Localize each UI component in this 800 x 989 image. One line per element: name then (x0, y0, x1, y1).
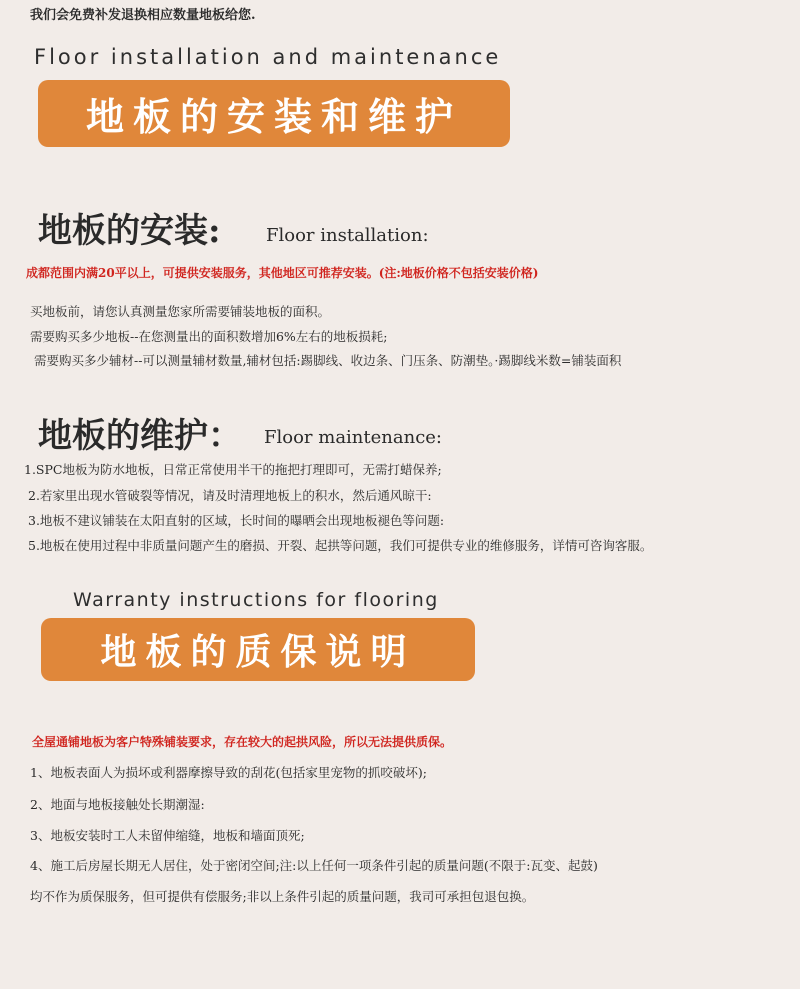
maintenance-line: 2.若家里出现水管破裂等情况，请及时清理地板上的积水，然后通风晾干: (28, 488, 432, 503)
install-heading-en: Floor installation: (266, 225, 429, 246)
maintenance-line: 3.地板不建议铺装在太阳直射的区域，长时间的曝晒会出现地板褪色等问题: (28, 513, 445, 528)
section-banner-warranty (41, 618, 475, 681)
section-title-en: Floor installation and maintenance (34, 45, 502, 69)
warranty-line: 均不作为质保服务，但可提供有偿服务;非以上条件引起的质量问题，我司可承担包退包换。 (30, 889, 535, 904)
maintenance-line: 5.地板在使用过程中非质量问题产生的磨损、开裂、起拱等问题，我们可提供专业的维修服务，详情可咨询客服。 (28, 538, 653, 553)
install-line: 需要购买多少辅材--可以测量辅材数量,辅材包括:踢脚线、收边条、门压条、防潮垫。·踢脚线米数=铺装面积 (34, 353, 622, 368)
warranty-title-en: Warranty instructions for flooring (73, 589, 439, 611)
warranty-line: 4、施工后房屋长期无人居住，处于密闭空间;注:以上任何一项条件引起的质量问题(不限于:瓦变、起鼓) (30, 858, 598, 873)
warranty-line: 2、地面与地板接触处长期潮湿: (30, 797, 205, 812)
install-line: 需要购买多少地板--在您测量出的面积数增加6%左右的地板损耗; (30, 329, 388, 344)
banner-label: 地板的安装和维护 (85, 95, 462, 139)
maintenance-line: 1.SPC地板为防水地板，日常正常使用半干的拖把打理即可，无需打蜡保养; (24, 462, 442, 477)
maintenance-heading: 地板的维护： (38, 416, 242, 456)
warranty-line: 3、地板安装时工人未留伸缩缝，地板和墙面顶死; (30, 828, 305, 843)
section-banner-installation-maintenance (38, 80, 510, 147)
install-notice: 成都范围内满20平以上，可提供安装服务，其他地区可推荐安装。(注:地板价格不包括安装价格) (26, 266, 539, 280)
warranty-line: 1、地板表面人为损坏或利器摩擦导致的刮花(包括家里宠物的抓咬破坏); (30, 765, 427, 780)
install-heading: 地板的安装: (38, 211, 221, 251)
warranty-notice: 全屋通铺地板为客户特殊铺装要求，存在较大的起拱风险，所以无法提供质保。 (32, 735, 453, 749)
maintenance-heading-en: Floor maintenance: (264, 427, 442, 448)
install-line: 买地板前，请您认真测量您家所需要铺装地板的面积。 (30, 304, 331, 319)
banner-label: 地板的质保说明 (100, 632, 416, 673)
top-note: 我们会免费补发退换相应数量地板给您. (30, 8, 256, 23)
